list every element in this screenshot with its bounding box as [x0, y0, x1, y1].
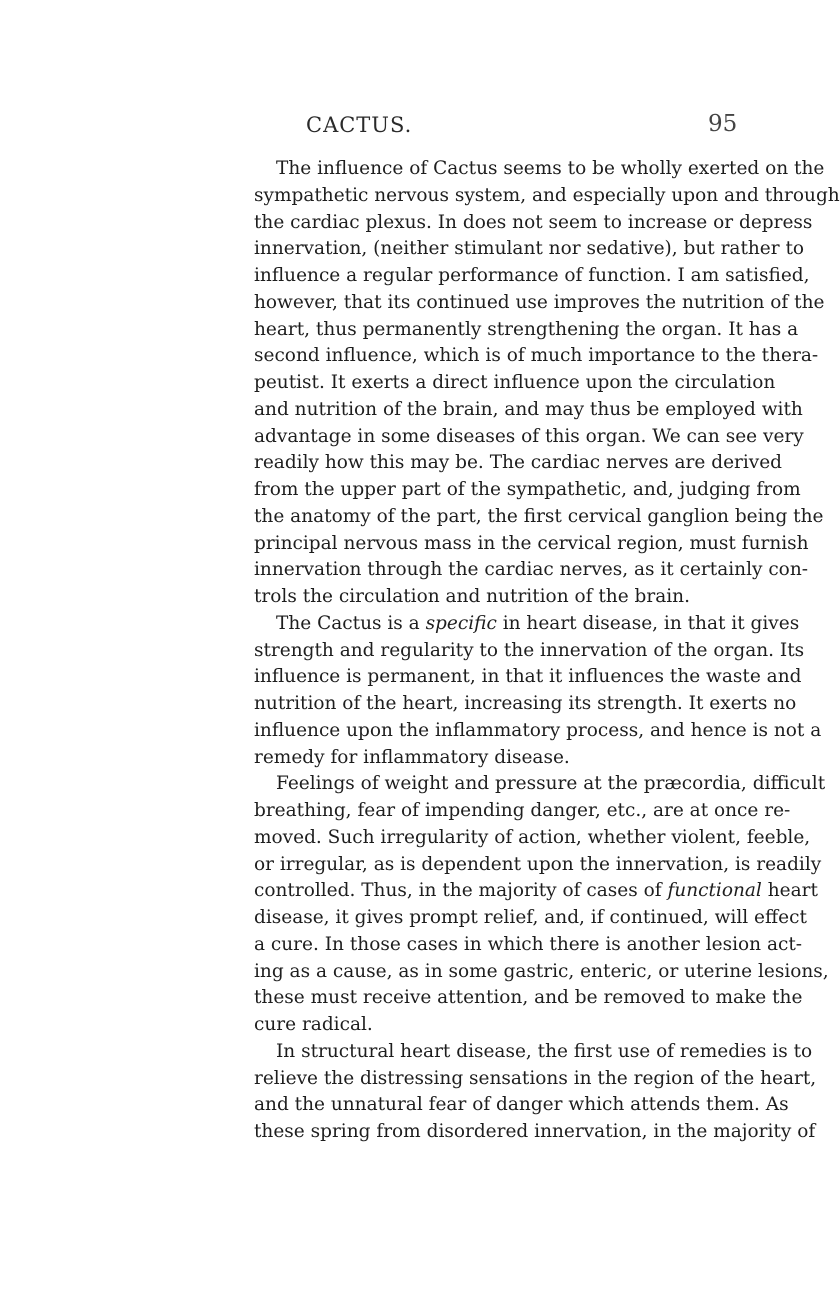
running-head: CACTUS.: [306, 113, 413, 137]
text-line: principal nervous mass in the cervical region, must furnish: [254, 532, 809, 554]
text-line: moved. Such irregularity of action, whether violent, feeble,: [254, 826, 811, 848]
text-line: relieve the distressing sensations in the region of the heart,: [254, 1067, 817, 1089]
text-line: remedy for inflammatory disease.: [254, 746, 570, 768]
italic-emphasis: specific: [425, 612, 497, 634]
text-line: second influence, which is of much importance to the thera-: [254, 345, 819, 367]
text-line: influence is permanent, in that it influences the waste and: [254, 666, 802, 688]
text-line: or irregular, as is dependent upon the innervation, is readily: [254, 853, 822, 875]
text-line: advantage in some diseases of this organ. We can see very: [254, 425, 804, 447]
text-line: innervation, (neither stimulant nor sedative), but rather to: [254, 238, 805, 260]
text-line: ing as a cause, as in some gastric, enteric, or uterine lesions,: [254, 960, 829, 982]
text-line: breathing, fear of impending danger, etc., are at once re-: [254, 800, 791, 821]
text-line: disease, it gives prompt relief, and, if continued, will effect: [254, 907, 807, 928]
text-line: nutrition of the heart, increasing its strength. It exerts no: [254, 693, 797, 714]
text-line: a cure. In those cases in which there is another lesion act-: [254, 933, 803, 955]
text-line: Feelings of weight and pressure at the præcordia, difficult: [276, 773, 826, 795]
text-line-with-italic: controlled. Thus, in the majority of cases of functional heart: [254, 880, 818, 902]
text-line: The influence of Cactus seems to be wholly exerted on the: [276, 158, 825, 179]
text-line: influence upon the inflammatory process, and hence is not a: [254, 719, 822, 741]
text-line: trols the circulation and nutrition of the brain.: [254, 586, 690, 607]
text-line: the cardiac plexus. In does not seem to increase or depress: [254, 211, 813, 233]
text-line: innervation through the cardiac nerves, as it certainly con-: [254, 559, 808, 581]
text-line: the anatomy of the part, the first cervical ganglion being the: [254, 505, 824, 527]
text-line: strength and regularity to the innervation of the organ. Its: [254, 639, 805, 661]
text-line: sympathetic nervous system, and especially upon and through: [254, 184, 840, 206]
text-line: peutist. It exerts a direct influence upon the circulation: [254, 372, 776, 393]
body-text: [254, 156, 840, 1146]
page-header: [0, 113, 800, 143]
page-number: 95: [708, 111, 738, 137]
text-line: influence a regular performance of function. I am satisfied,: [254, 265, 810, 286]
text-line: these must receive attention, and be removed to make the: [254, 987, 803, 1009]
text-line: In structural heart disease, the first use of remedies is to: [276, 1040, 813, 1062]
text-line: and the unnatural fear of danger which attends them. As: [254, 1094, 789, 1116]
text-line: however, that its continued use improves the nutrition of the: [254, 291, 825, 313]
text-line: these spring from disordered innervation, in the majority of: [254, 1121, 816, 1142]
text-line: from the upper part of the sympathetic, and, judging from: [254, 479, 801, 500]
italic-emphasis: functional: [667, 880, 762, 902]
text-line-with-italic: The Cactus is a specific in heart disease, in that it gives: [276, 612, 800, 634]
text-line: and nutrition of the brain, and may thus be employed with: [254, 398, 803, 420]
text-line: heart, thus permanently strengthening the organ. It has a: [254, 318, 799, 340]
text-line: readily how this may be. The cardiac nerves are derived: [254, 452, 783, 474]
text-line: cure radical.: [254, 1014, 373, 1035]
